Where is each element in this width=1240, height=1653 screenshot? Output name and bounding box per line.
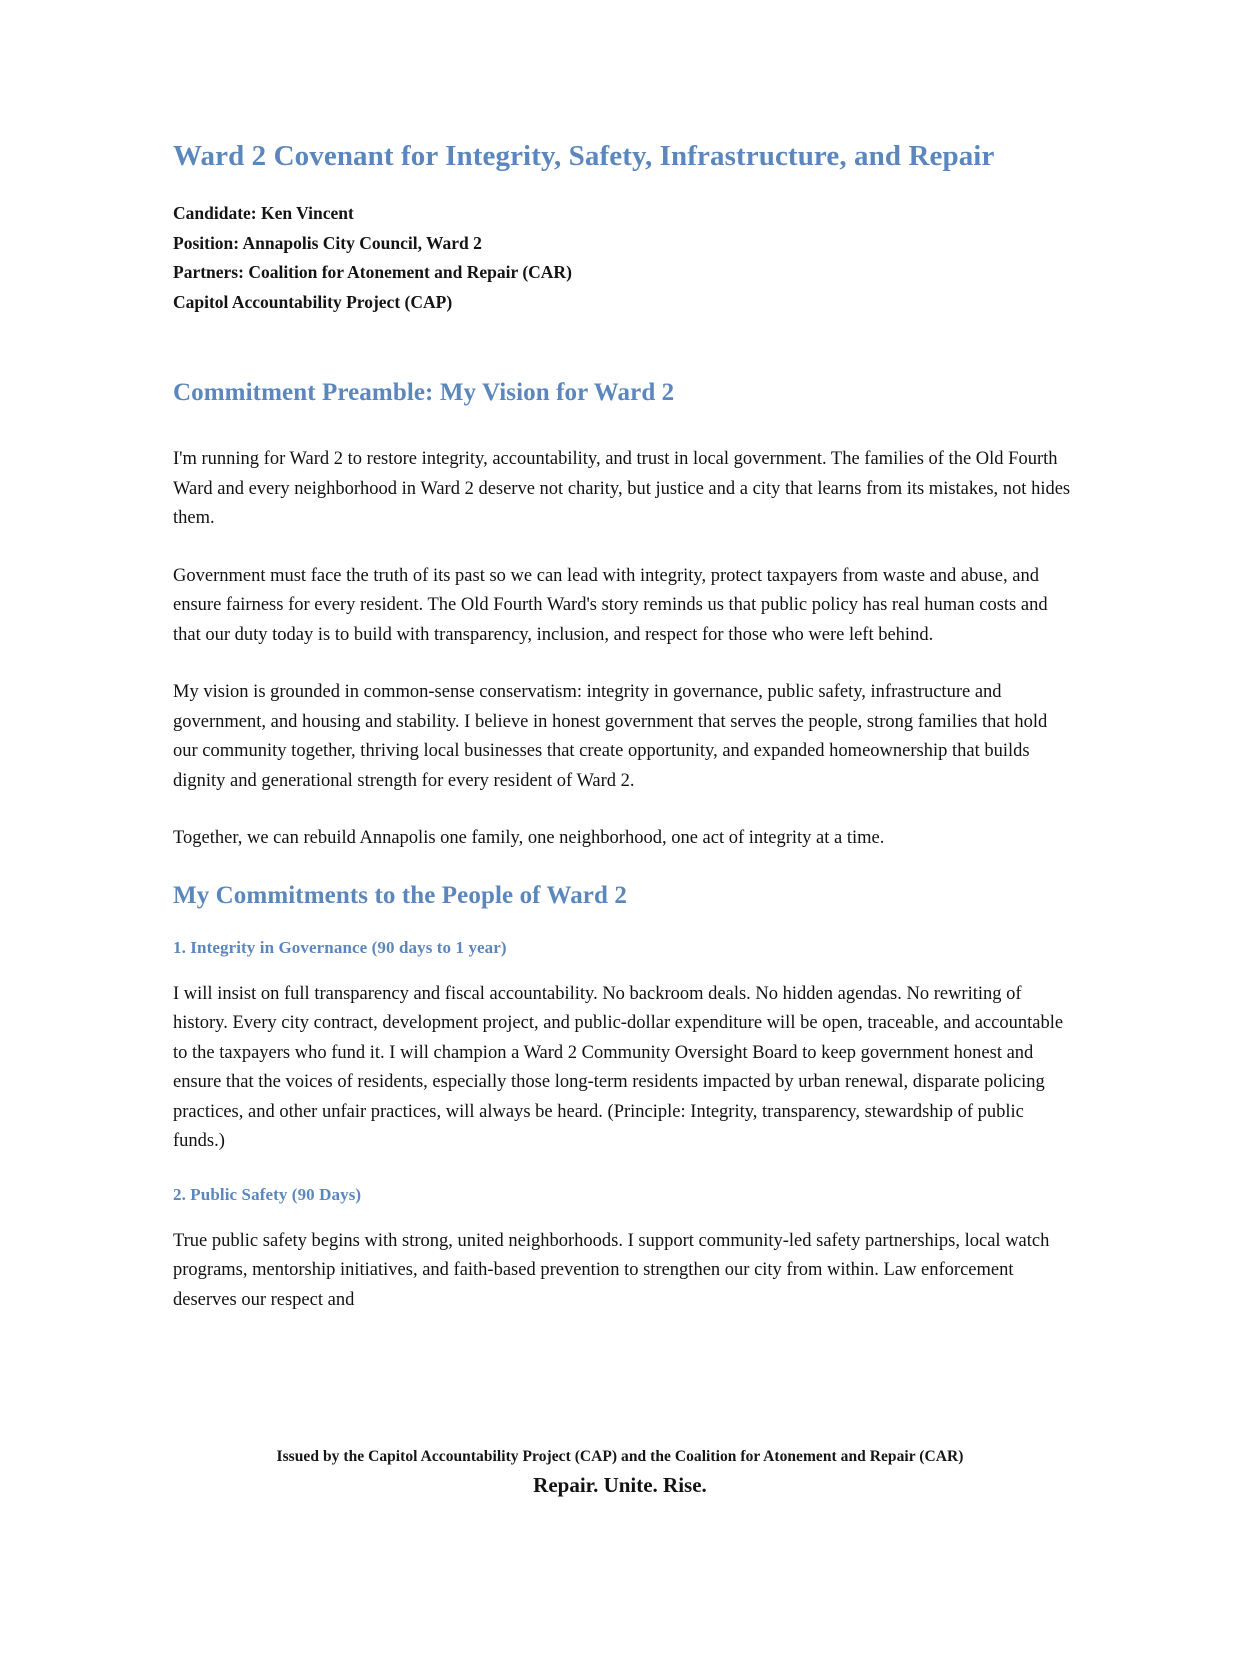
commitment-body-1: I will insist on full transparency and fiscal accountability. No backroom deals. No hidden agendas. No rewriting of history. Every city contract, development project, and public-dollar expenditure will be open, traceable, and accountable to the taxpayers who fund it. I will champion a Ward 2 Community Oversight Board to keep government honest and ensure that the voices of residents, especially those long-term residents impacted by urban renewal, disparate policing practices, and other unfair practices, will always be heard. (Principle: Integrity, transparency, stewardship of public funds.) (173, 983, 1064, 1151)
preamble-paragraph-2: Government must face the truth of its past so we can lead with integrity, protect taxpayers from waste and abuse, and ensure fairness for every resident. The Old Fourth Ward's story reminds us that public policy has real human costs and that our duty today is to build with transparency, inclusion, and respect for those who were left behind. (173, 565, 1048, 645)
document-metadata (173, 199, 1073, 317)
commitment-heading-2: 2. Public Safety (90 Days) (173, 1184, 362, 1204)
meta-position: Position: Annapolis City Council, Ward 2 (173, 232, 482, 253)
meta-partners: Partners: Coalition for Atonement and Repair (CAR) (173, 262, 572, 282)
page-footer (0, 1448, 1240, 1498)
spacer (173, 958, 1073, 980)
footer-slogan: Repair. Unite. Rise. (533, 1473, 707, 1497)
commitment-heading-1: 1. Integrity in Governance (90 days to 1 year) (173, 937, 507, 957)
commitment-body-2: True public safety begins with strong, united neighborhoods. I support community-led safety partnerships, local watch programs, mentorship initiatives, and faith-based prevention to strengthen our city from within. Law enforcement deserves our respect and (173, 1230, 1050, 1310)
preamble-paragraph-1: I'm running for Ward 2 to restore integrity, accountability, and trust in local government. The families of the Old Fourth Ward and every neighborhood in Ward 2 deserve not charity, but justice and a city that learns from its mistakes, not hides them. (173, 449, 1071, 528)
document-body (173, 140, 1073, 1343)
section-heading-preamble: Commitment Preamble: My Vision for Ward 2 (173, 379, 675, 406)
meta-candidate: Candidate: Ken Vincent (173, 203, 354, 223)
footer-issuer-line: Issued by the Capitol Accountability Project (CAP) and the Coalition for Atonement and Repair (CAR) (276, 1448, 964, 1465)
preamble-paragraph-4: Together, we can rebuild Annapolis one family, one neighborhood, one act of integrity at a time. (173, 828, 885, 848)
spacer (173, 910, 1073, 938)
section-heading-commitments: My Commitments to the People of Ward 2 (173, 881, 627, 909)
preamble-paragraph-3: My vision is grounded in common-sense conservatism: integrity in governance, public safety, infrastructure and government, and housing and stability. I believe in honest government that serves the people, strong families that hold our community together, thriving local businesses that create opportunity, and expanded homeownership that builds dignity and generational strength for every resident of Ward 2. (173, 682, 1048, 791)
page-title: Ward 2 Covenant for Integrity, Safety, Infrastructure, and Repair (173, 140, 995, 172)
spacer (173, 1205, 1073, 1227)
spacer (173, 407, 1073, 445)
meta-partners-second: Capitol Accountability Project (CAP) (173, 291, 453, 312)
